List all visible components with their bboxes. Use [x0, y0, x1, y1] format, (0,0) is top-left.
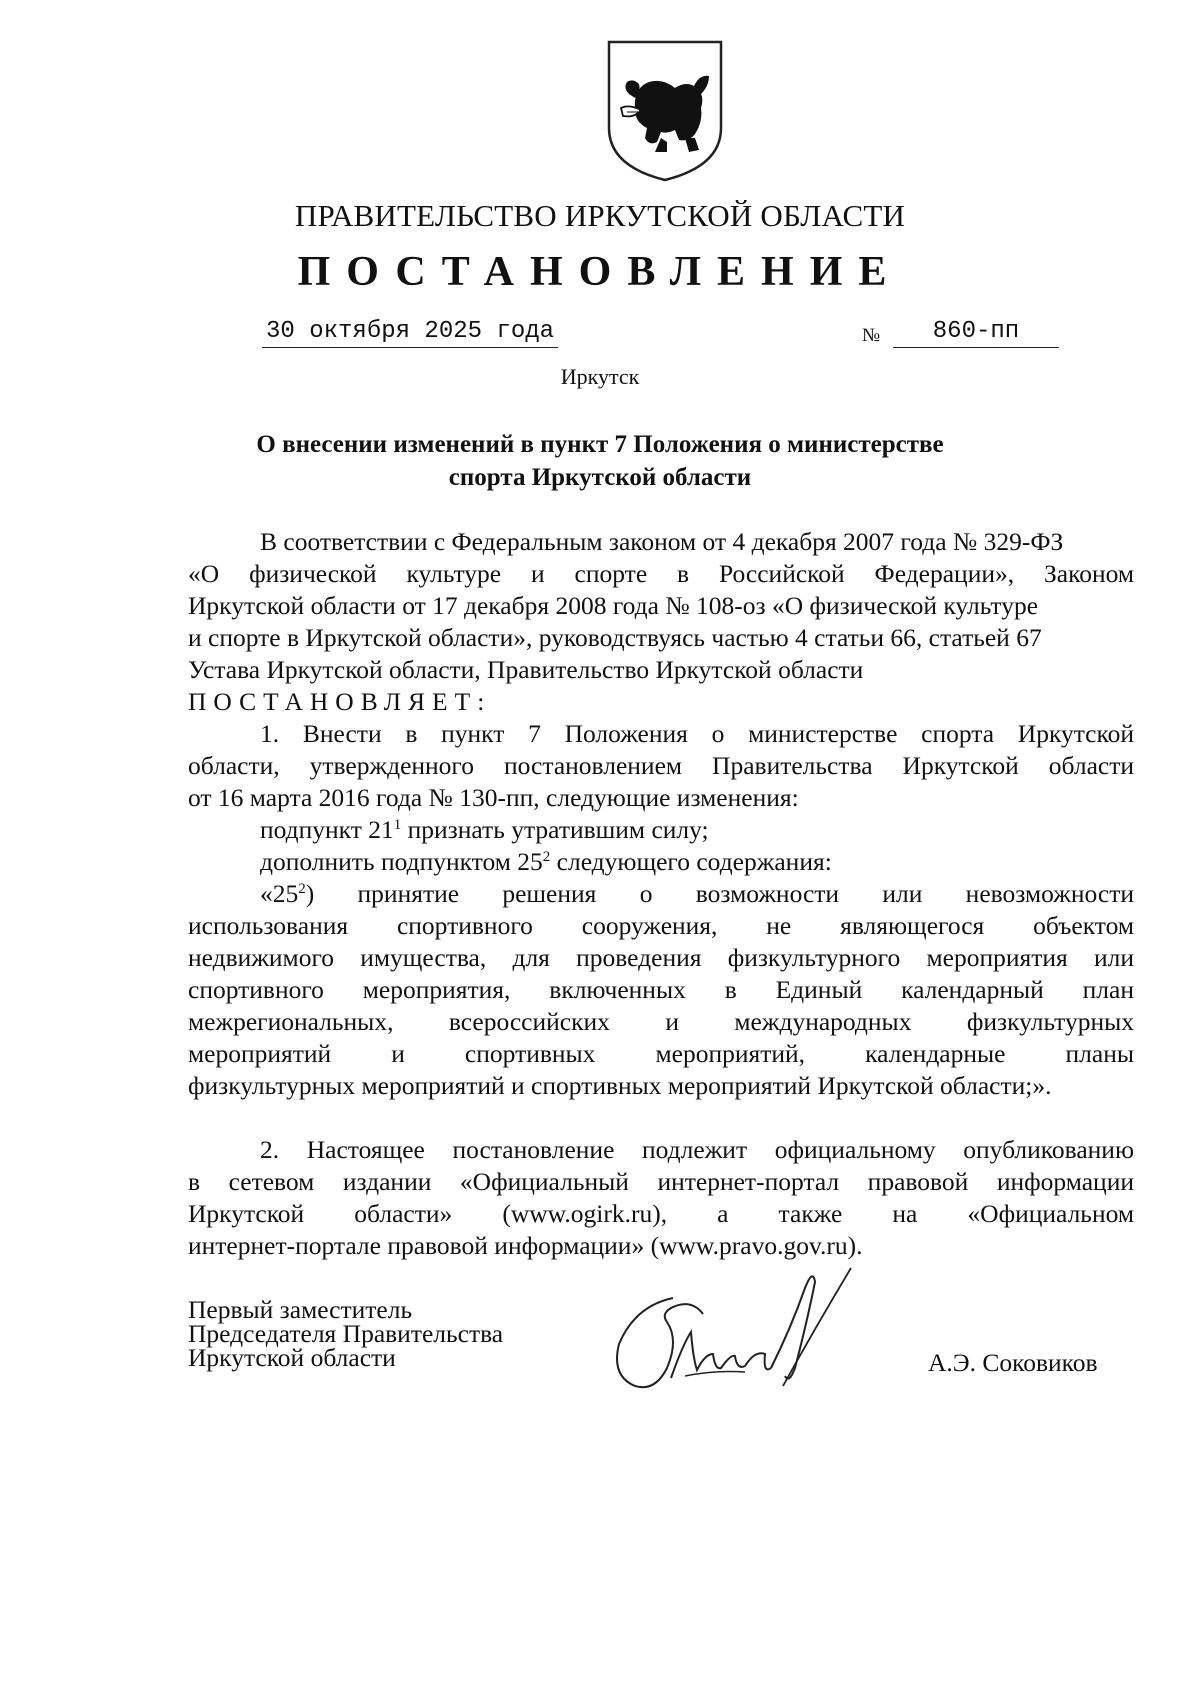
document-type: ПОСТАНОВЛЕНИЕ: [297, 249, 903, 295]
text-fragment: ) принятие решения о возможности или невозможности: [305, 879, 1134, 908]
document-title: [180, 428, 1020, 494]
signatory-name: А.Э. Соковиков: [928, 1348, 1098, 1377]
preamble-paragraph: [188, 526, 1134, 718]
text-line: Первый заместитель: [188, 1295, 413, 1324]
document-date: 30 октября 2025 года: [262, 318, 558, 348]
item-2: [188, 1134, 1134, 1262]
text-fragment: следующего содержания:: [550, 847, 832, 876]
resolves-heading: ПОСТАНОВЛЯЕТ:: [188, 687, 492, 716]
text-line: межрегиональных, всероссийских и международных физкультурных: [188, 1007, 1134, 1036]
text-line: 2. Настоящее постановление подлежит официальному опубликованию: [260, 1135, 1134, 1164]
handwritten-signature: [595, 1258, 865, 1408]
organization-name: ПРАВИТЕЛЬСТВО ИРКУТСКОЙ ОБЛАСТИ: [294, 198, 906, 233]
text-line: Иркутской области» (www.ogirk.ru), а также на «Официальном: [188, 1199, 1134, 1228]
item-1: [188, 718, 1134, 1102]
text-fragment: дополнить подпунктом 25: [260, 847, 543, 876]
number-sign: №: [862, 325, 881, 346]
text-fragment: признать утратившим силу;: [401, 815, 709, 844]
text-line: В соответствии с Федеральным законом от 4 декабря 2007 года № 329-ФЗ: [260, 527, 1064, 556]
text-line: от 16 марта 2016 года № 130-пп, следующие изменения:: [188, 783, 799, 812]
text-line: в сетевом издании «Официальный интернет-портал правовой информации: [188, 1167, 1134, 1196]
document-city: Иркутск: [560, 364, 640, 389]
text-line: «О физической культуре и спорте в Российской Федерации», Законом: [188, 559, 1134, 588]
superscript: 1: [393, 817, 402, 833]
text-line: Иркутской области: [188, 1343, 396, 1372]
text-line: физкультурных мероприятий и спортивных мероприятий Иркутской области;».: [188, 1071, 1052, 1100]
signatory-title: [188, 1295, 504, 1372]
text-line: мероприятий и спортивных мероприятий, календарные планы: [188, 1039, 1134, 1068]
quote-first-line: [188, 878, 1134, 910]
title-line: спорта Иркутской области: [448, 464, 752, 491]
text-line: спортивного мероприятия, включенных в Единый календарный план: [188, 975, 1134, 1004]
coat-of-arms-emblem: [605, 38, 725, 184]
text-line: Председателя Правительства: [188, 1319, 504, 1348]
text-fragment: подпункт 21: [260, 815, 394, 844]
superscript: 2: [542, 849, 551, 865]
subitem-add: [188, 846, 1134, 878]
text-line: Иркутской области от 17 декабря 2008 года № 108-оз «О физической культуре: [188, 591, 1039, 620]
text-line: использования спортивного сооружения, не являющегося объектом: [188, 911, 1134, 940]
text-line: недвижимого имущества, для проведения физкультурного мероприятия или: [188, 943, 1134, 972]
document-number: 860-пп: [893, 318, 1059, 348]
text-fragment: «25: [260, 879, 299, 908]
subitem-repeal: [188, 814, 1134, 846]
text-line: Устава Иркутской области, Правительство Иркутской области: [188, 655, 864, 684]
title-line: О внесении изменений в пункт 7 Положения о министерстве: [256, 431, 944, 458]
text-line: интернет-портале правовой информации» (www.pravo.gov.ru).: [188, 1231, 863, 1260]
superscript: 2: [298, 881, 306, 897]
text-line: и спорте в Иркутской области», руководствуясь частью 4 статьи 66, статьей 67: [188, 623, 1042, 652]
text-line: области, утвержденного постановлением Правительства Иркутской области: [188, 751, 1134, 780]
text-line: 1. Внести в пункт 7 Положения о министерстве спорта Иркутской: [260, 719, 1134, 748]
